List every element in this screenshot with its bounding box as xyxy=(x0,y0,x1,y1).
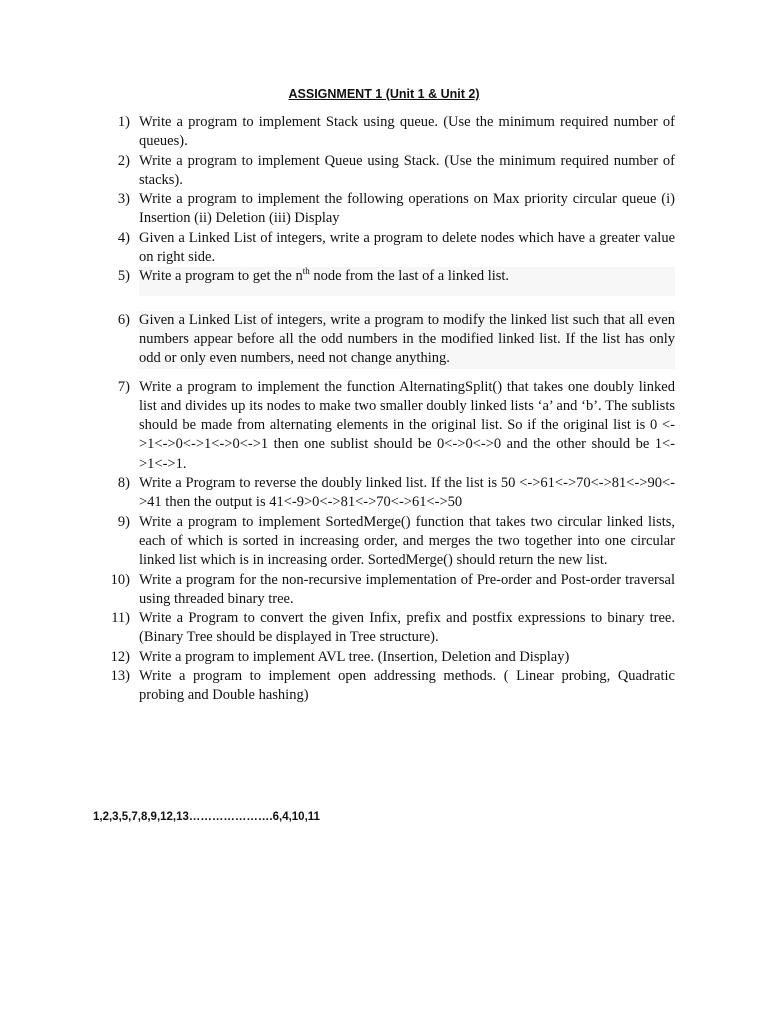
list-item xyxy=(0,474,768,513)
item-text: Write a program to implement AVL tree. (Insertion, Deletion and Display) xyxy=(139,648,570,665)
list-item xyxy=(0,229,768,268)
item-text: Write a program to implement the following operations on Max priority circular queue (i) Insertion (ii) Deletion (iii) Display xyxy=(139,191,675,227)
item-text: Write a program to implement open addressing methods. ( Linear probing, Quadratic probing and Double hashing) xyxy=(139,668,675,704)
item-number: 12) xyxy=(110,648,130,665)
list-item xyxy=(0,267,768,295)
list-item xyxy=(0,190,768,229)
item-number: 10) xyxy=(110,571,130,588)
item-text: Write a Program to convert the given Infix, prefix and postfix expressions to binary tree. (Binary Tree should be displayed in Tree structure). xyxy=(139,610,675,646)
list-item xyxy=(0,667,768,706)
item-number: 11) xyxy=(111,610,130,627)
item-text xyxy=(139,267,675,295)
list-item xyxy=(0,152,768,191)
item-number: 4) xyxy=(117,229,130,246)
item-number: 5) xyxy=(117,268,130,285)
list-item xyxy=(0,513,768,571)
item-number: 3) xyxy=(117,191,130,208)
assignment-list xyxy=(0,113,768,706)
item-number: 6) xyxy=(117,311,130,328)
item-text: Write a program to implement Stack using queue. (Use the minimum required number of queues). xyxy=(139,114,675,150)
order-note: 1,2,3,5,7,8,9,12,13………………….6,4,10,11 xyxy=(93,811,320,823)
list-item xyxy=(0,571,768,610)
item-number: 9) xyxy=(117,513,130,530)
item-text: Write a program for the non-recursive implementation of Pre-order and Post-order traversal using threaded binary tree. xyxy=(139,571,675,607)
item-text-before: Write a program to get the n xyxy=(139,268,303,285)
item-text: Write a program to implement Queue using Stack. (Use the minimum required number of stacks). xyxy=(139,152,675,188)
item-text: Given a Linked List of integers, write a program to modify the linked list such that all even numbers appear before all the odd numbers in the modified linked list. If the list has only odd or only even numbers, need not change anything. xyxy=(139,311,675,369)
item-number: 13) xyxy=(110,668,130,685)
list-item xyxy=(0,609,768,648)
item-text-after: node from the last of a linked list. xyxy=(309,268,510,285)
item-number: 8) xyxy=(117,475,130,492)
item-text: Write a program to implement the function AlternatingSplit() that takes one doubly linked list and divides up its nodes to make two smaller doubly linked lists ‘a’ and ‘b’. The sublists should be made from alternating elements in the original list. So if the original list is 0 <->1<->0<->1<->0<->1 then one sublist should be 0<->0<->0 and the other should be 1<->1<->1. xyxy=(139,378,675,472)
item-number: 1) xyxy=(117,114,130,130)
item-text: Write a Program to reverse the doubly linked list. If the list is 50 <->61<->70<->81<->90<->41 then the output is 41<-9>0<->81<->70<->61<->50 xyxy=(139,475,675,511)
item-text: Write a program to implement SortedMerge() function that takes two circular linked lists, each of which is sorted in increasing order, and merges the two together into one circular linked list which is in increasing order. SortedMerge() should return the new list. xyxy=(139,513,675,569)
list-item xyxy=(0,113,768,152)
page-title: ASSIGNMENT 1 (Unit 1 & Unit 2) xyxy=(288,87,480,101)
item-text-superscript: th xyxy=(302,266,310,277)
item-text: Given a Linked List of integers, write a program to delete nodes which have a greater value on right side. xyxy=(139,229,675,266)
item-number: 7) xyxy=(117,378,130,395)
list-item xyxy=(0,378,768,474)
list-item xyxy=(0,648,768,667)
list-item xyxy=(0,311,768,369)
item-number: 2) xyxy=(117,152,130,169)
